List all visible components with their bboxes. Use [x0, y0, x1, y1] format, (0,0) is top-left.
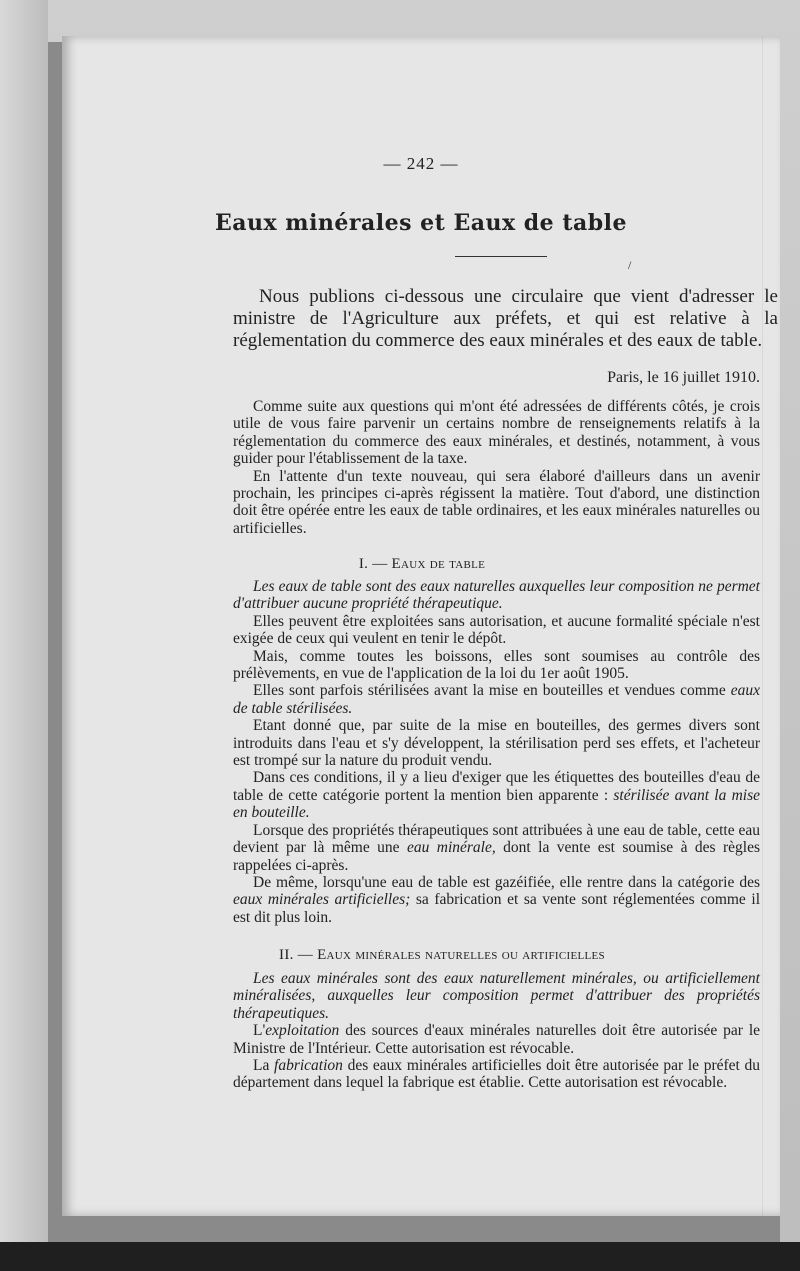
- section-2-body: [233, 970, 760, 1092]
- preamble-paragraph-1: Comme suite aux questions qui m'ont été adressées de différents côtés, je crois utile de vous faire parvenir un certains nombre de renseignements relatifs à la réglementation du commerce des eaux minérales, et destinés, notamment, à vous guider pour l'établissement de la taxe.: [233, 398, 760, 468]
- section-1-paragraph-4: Etant donné que, par suite de la mise en bouteilles, des germes divers sont introduits dans l'eau et s'y développent, la stérilisation perd ses effets, et l'acheteur est trompé sur la nature du produit vendu.: [233, 717, 760, 770]
- section-1-body: [233, 578, 760, 926]
- section-2-heading: II. — Eaux minérales naturelles ou artificielles: [279, 947, 605, 963]
- preamble: [233, 398, 760, 537]
- paragraph-text: La: [253, 1057, 270, 1075]
- paragraph-text: De même, lorsqu'une eau de table est gazéifiée, elle rentre dans la catégorie des: [253, 873, 760, 891]
- paragraph-text: des sources d'eaux minérales naturelles doit être autorisée par le Ministre de l'Intérieur. Cette autorisation est révocable.: [233, 1022, 761, 1057]
- document-page: [62, 36, 780, 1216]
- emphasis-text: eaux minérales artificielles;: [233, 891, 411, 909]
- emphasis-text: stérilisée avant la mise en bouteille.: [233, 786, 760, 822]
- paragraph-text: Dans ces conditions, il y a lieu d'exiger que les étiquettes des bouteilles d'eau de table de cette catégorie portent la mention bien apparente :: [233, 769, 760, 804]
- section-1-paragraph-7: [233, 874, 760, 926]
- section-1-definition: [233, 578, 760, 613]
- section-1-paragraph-3: [233, 682, 760, 717]
- article-title: Eaux minérales et Eaux de table: [215, 210, 627, 236]
- section-2-paragraph-1: [233, 1022, 760, 1057]
- intro-text: Nous publions ci-dessous une circulaire que vient d'adresser le ministre de l'Agriculture aux préfets, et qui est relative à la réglementation du commerce des eaux minérales et des eaux de table.: [233, 286, 778, 351]
- definition-text: Les eaux minérales sont des eaux naturellement minérales, ou artificiellement minéralisées, auxquelles leur composition permet d'attribuer des propriétés thérapeutiques.: [233, 970, 760, 1022]
- binding-edge: [0, 0, 48, 1271]
- paragraph-text: L': [253, 1022, 266, 1040]
- dateline: Paris, le 16 juillet 1910.: [607, 369, 760, 386]
- intro-paragraph: [233, 286, 778, 352]
- section-1-paragraph-1: Elles peuvent être exploitées sans autorisation, et aucune formalité spéciale n'est exigée de ceux qui veulent en tenir le dépôt.: [233, 612, 760, 648]
- paragraph-text: sa fabrication et sa vente sont réglementées comme il est dit plus loin.: [233, 891, 760, 926]
- section-1-paragraph-6: [233, 822, 760, 874]
- paragraph-text: Elles sont parfois stérilisées avant la mise en bouteilles et vendues comme: [253, 682, 726, 700]
- emphasis-text: eau minérale,: [406, 839, 496, 857]
- title-divider: [455, 256, 547, 257]
- paragraph-text: Lorsque des propriétés thérapeutiques sont attribuées à une eau de table, cette eau devient par là même une: [233, 821, 760, 857]
- title-mark: /: [628, 258, 632, 272]
- section-2-paragraph-2: [233, 1057, 760, 1092]
- emphasis-text: eaux de table stérilisées.: [233, 682, 760, 717]
- paragraph-text: des eaux minérales artificielles doit être autorisée par le préfet du département dans lequel la fabrique est établie. Cette autorisation est révocable.: [233, 1057, 761, 1092]
- page-number: — 242 —: [383, 154, 459, 173]
- section-1-paragraph-5: [233, 769, 760, 821]
- section-2-definition: [233, 970, 760, 1022]
- section-1-paragraph-2: Mais, comme toutes les boissons, elles sont soumises au contrôle des prélèvements, en vue de l'application de la loi du 1er août 1905.: [233, 647, 760, 683]
- definition-text: Les eaux de table sont des eaux naturelles auxquelles leur composition ne permet d'attribuer aucune propriété thérapeutique.: [233, 578, 760, 613]
- emphasis-text: fabrication: [274, 1057, 343, 1075]
- preamble-paragraph-2: En l'attente d'un texte nouveau, qui sera élaboré d'ailleurs dans un avenir prochain, les principes ci-après régissent la matière. Tout d'abord, une distinction doit être opérée entre les eaux de table ordinaires, et les eaux minérales naturelles ou artificielles.: [233, 467, 760, 537]
- paragraph-text: dont la vente est soumise à des règles rappelées ci-après.: [233, 839, 761, 874]
- section-1-heading: I. — Eaux de table: [358, 556, 486, 572]
- scanner-bottom-edge: [0, 1242, 800, 1271]
- emphasis-text: exploitation: [265, 1022, 340, 1040]
